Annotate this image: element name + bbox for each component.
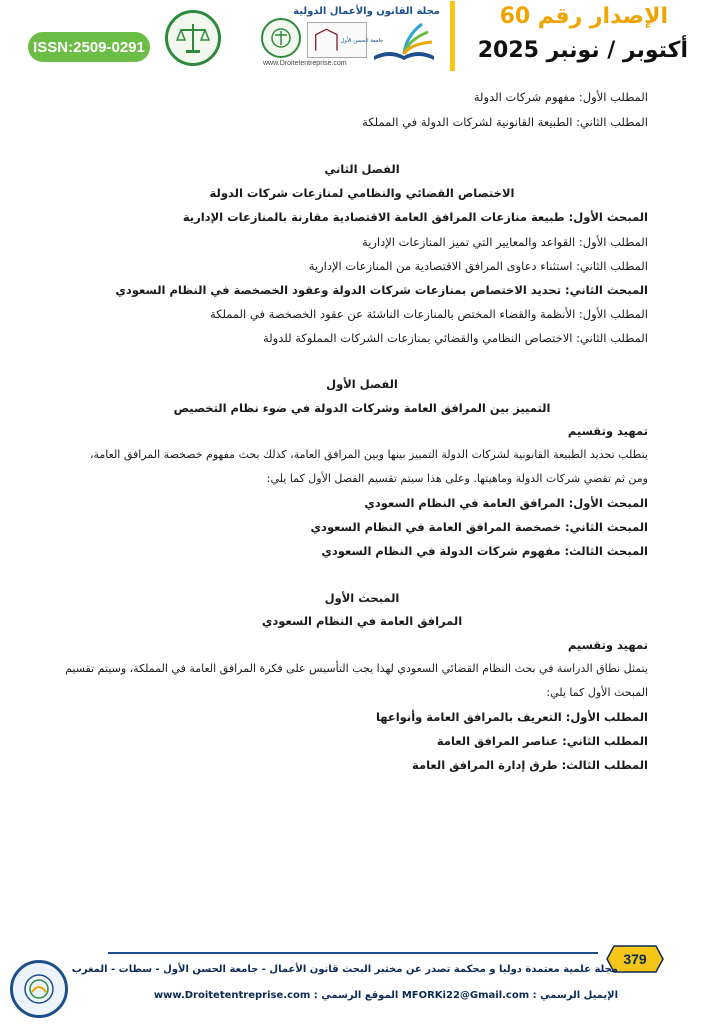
chapter1-item: المبحث الثاني: خصخصة المرافق العامة في النظام السعودي: [310, 520, 648, 534]
university-emblem-icon: [309, 24, 384, 56]
section1-intro-text: يتمثل نطاق الدراسة في بحث النظام القضائي السعودي لهذا يجب التأسيس على فكرة المرافق العامة في المملكة، وسيتم تقسيم: [65, 662, 648, 675]
chapter1-title: التمييز بين المرافق العامة وشركات الدولة في ضوء نظام التخصيص: [173, 401, 551, 415]
issn-badge: ISSN:2509-0291: [28, 32, 150, 62]
university-label: جامعة الحسن الأول: [340, 37, 384, 44]
section1-heading: المبحث الأول: [324, 591, 400, 605]
page-number: 379: [623, 951, 647, 967]
section1-item: المطلب الأول: التعريف بالمرافق العامة وأنواعها: [375, 710, 648, 724]
chapter2-item: المطلب الأول: الأنظمة والقضاء المختص بالمنازعات الناشئة عن عقود الخصخصة في المملكة: [209, 307, 648, 321]
small-seal-icon: [261, 18, 301, 58]
chapter1-intro-text: ومن ثم تقصي شركات الدولة وماهيتها. وعلى هذا سيتم تقسيم الفصل الأول كما يلي:: [266, 472, 648, 485]
issue-date: أكتوبر / نونبر 2025: [477, 38, 688, 63]
chapter2-item: المبحث الأول: طبيعة منازعات المرافق العامة الاقتصادية مقارنة بالمنازعات الإدارية: [182, 210, 648, 224]
seal-icon: [20, 970, 58, 1008]
header-accent-bar: [450, 1, 455, 71]
chapter1-heading: الفصل الأول: [326, 377, 398, 391]
section1-item: المطلب الثاني: عناصر المرافق العامة: [436, 734, 648, 748]
header-website: www.Droitetentreprise.com: [263, 60, 347, 67]
journal-logo-block: [255, 6, 440, 72]
footer-contact: الإيميل الرسمي : MFORKi22@Gmail.com الموقع الرسمي : www.Droitetentreprise.com: [153, 990, 618, 1001]
chapter2-item: المطلب الأول: القواعد والمعايير التي تميز المنازعات الإدارية: [361, 235, 648, 249]
lab-logo: [165, 10, 221, 66]
chapter2-item: المطلب الثاني: الاختصاص النظامي والقضائي بمنازعات الشركات المملوكة للدولة: [263, 331, 648, 345]
scales-icon: [173, 18, 213, 58]
section1-intro-text: المبحث الأول كما يلي:: [546, 686, 648, 699]
toc-line: المطلب الثاني: الطبيعة القانونية لشركات الدولة في المملكة: [362, 115, 648, 129]
footer-logo: [10, 960, 68, 1018]
university-logo: [307, 22, 384, 58]
section1-item: المطلب الثالث: طرق إدارة المرافق العامة: [411, 758, 648, 772]
issue-number: الإصدار رقم 60: [499, 4, 668, 29]
chapter1-item: المبحث الثالث: مفهوم شركات الدولة في النظام السعودي: [321, 544, 648, 558]
footer-rule: [108, 952, 598, 954]
chapter1-item: المبحث الأول: المرافق العامة في النظام السعودي: [364, 496, 648, 510]
chapter1-intro-text: يتطلب تحديد الطبيعة القانونية لشركات الدولة التمييز بينها وبين المرافق العامة، كذلك بحث مفهوم خصخصة المرافق العامة،: [89, 448, 648, 461]
chapter2-item: المطلب الثاني: استثناء دعاوى المرافق الاقتصادية من المنازعات الإدارية: [308, 259, 648, 273]
chapter2-item: المبحث الثاني: تحديد الاختصاص بمنازعات شركات الدولة وعقود الخصخصة في النظام السعودي: [115, 283, 648, 297]
chapter2-title: الاختصاص القضائي والنظامي لمنازعات شركات الدولة: [209, 186, 515, 200]
section1-title: المرافق العامة في النظام السعودي: [261, 614, 463, 628]
journal-title: مجلة القانون والأعمال الدولية: [293, 6, 440, 17]
chapter2-heading: الفصل الثاني: [324, 162, 400, 176]
chapter1-intro-label: تمهيد وتقسيم: [567, 424, 648, 438]
footer-description: مجلة علمية معتمدة دوليا و محكمة تصدر عن مختبر البحث قانون الأعمال - جامعة الحسن الأول - سطات - المغرب: [71, 964, 618, 975]
section1-intro-label: تمهيد وتقسيم: [567, 638, 648, 652]
toc-line: المطلب الأول: مفهوم شركات الدولة: [473, 90, 648, 104]
open-book-icon: [370, 18, 438, 62]
